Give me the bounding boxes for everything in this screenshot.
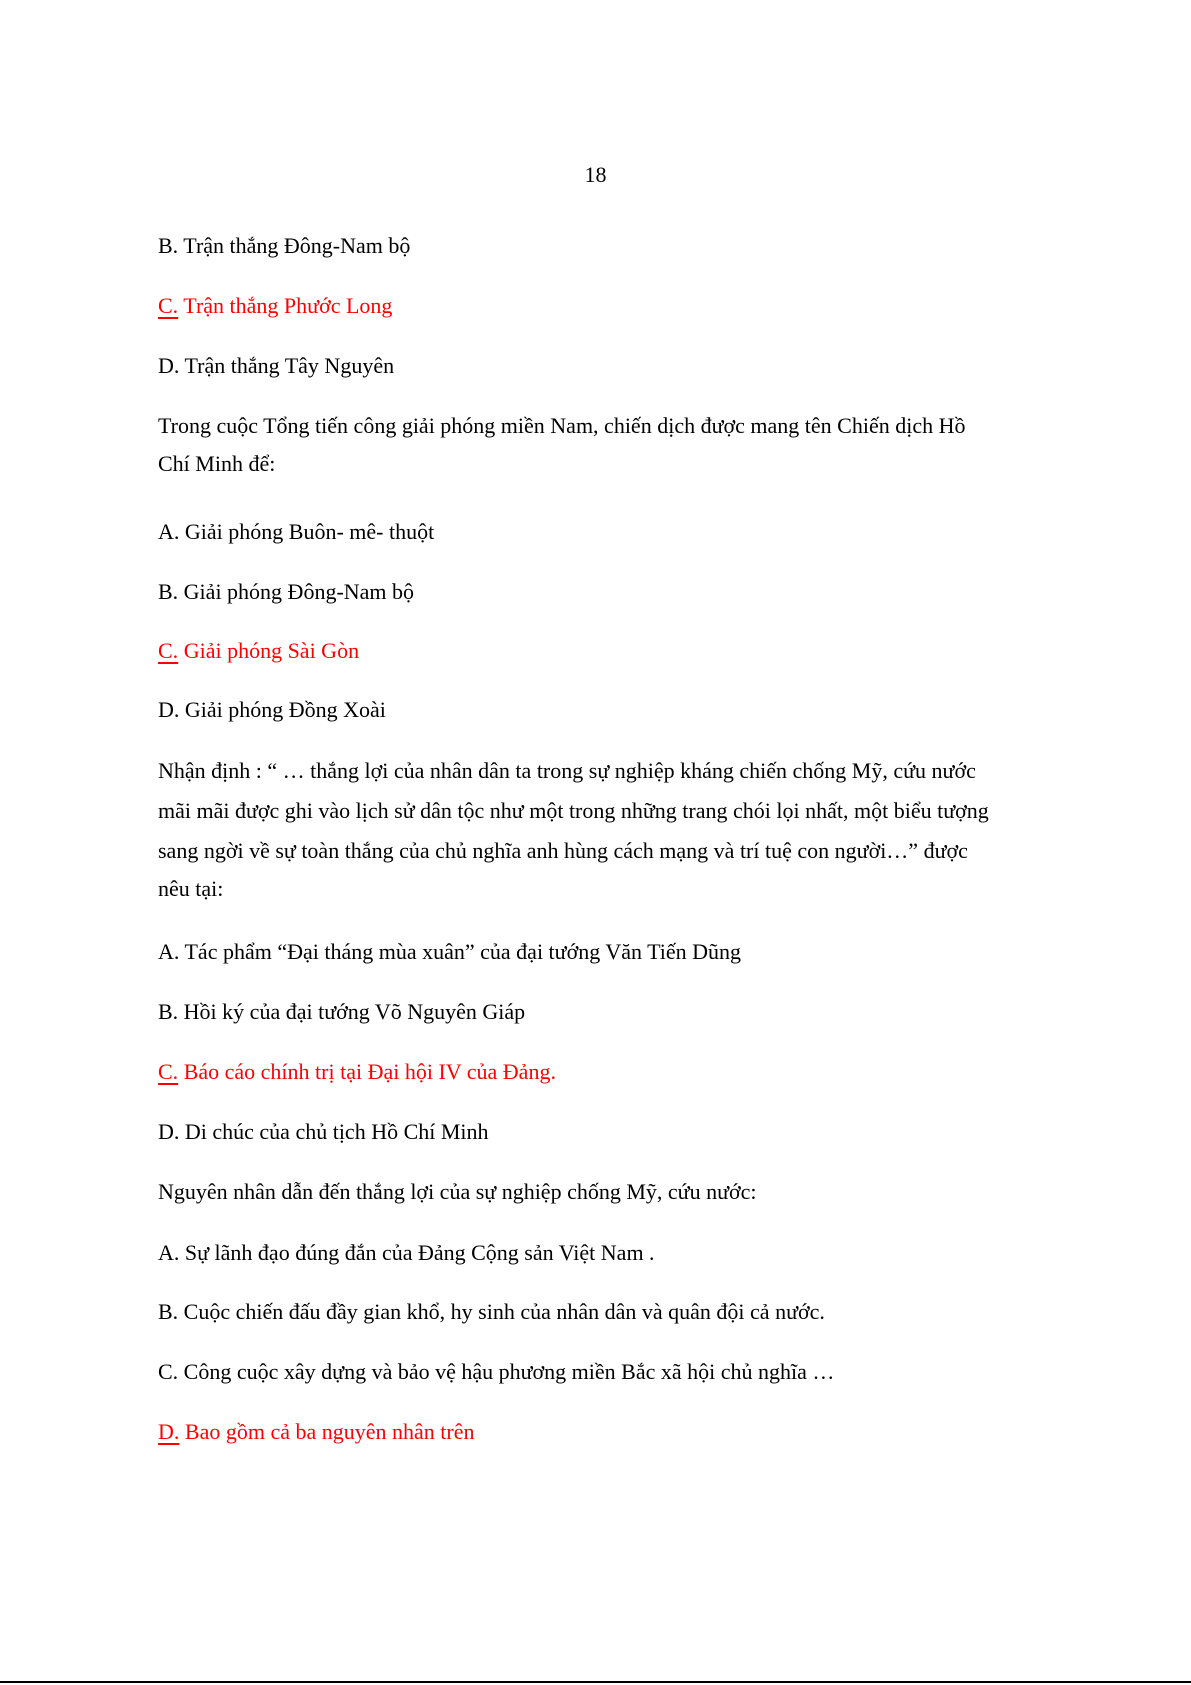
q2-option-d: D. Giải phóng Đồng Xoài [158,697,386,722]
q3-option-b: B. Hồi ký của đại tướng Võ Nguyên Giáp [158,999,526,1024]
q2-option-a: A. Giải phóng Buôn- mê- thuột [158,519,435,544]
q4-option-a: A. Sự lãnh đạo đúng đắn của Đảng Cộng sản Việt Nam . [158,1240,655,1265]
bottom-border-rule [0,1681,1191,1683]
q4-option-d-answer [158,1412,1058,1452]
q1-option-c-text: Trận thắng Phước Long [178,293,393,318]
q2-option-c-letter: C. [158,638,179,663]
q4-option-d-letter: D. [158,1419,180,1444]
q2-question-line-2: Chí Minh để: [158,451,276,476]
q2-option-b: B. Giải phóng Đông-Nam bộ [158,579,415,604]
q2-option-c-text: Giải phóng Sài Gòn [178,638,360,663]
q3-option-a: A. Tác phẩm “Đại tháng mùa xuân” của đại tướng Văn Tiến Dũng [158,939,742,964]
q3-question-line-2: mãi mãi được ghi vào lịch sử dân tộc như một trong những trang chói lọi nhất, một biểu tượng [158,798,989,823]
q1-option-b: B. Trận thắng Đông-Nam bộ [158,233,411,258]
q1-option-d: D. Trận thắng Tây Nguyên [158,353,395,378]
q4-question-line-1: Nguyên nhân dẫn đến thắng lợi của sự nghiệp chống Mỹ, cứu nước: [158,1179,757,1204]
q3-question-line-4: nêu tại: [158,876,224,901]
q1-option-c-answer [158,286,1058,326]
q3-option-c-answer [158,1052,1058,1092]
q3-question-line-3: sang ngời về sự toàn thắng của chủ nghĩa anh hùng cách mạng và trí tuệ con người…” được [158,838,968,863]
page-number: 18 [584,162,607,187]
q3-question-line-1: Nhận định : “ … thắng lợi của nhân dân ta trong sự nghiệp kháng chiến chống Mỹ, cứu nước [158,758,976,783]
q2-option-c-answer [158,631,1058,671]
q4-option-b: B. Cuộc chiến đấu đầy gian khổ, hy sinh của nhân dân và quân đội cả nước. [158,1299,825,1324]
q4-option-c: C. Công cuộc xây dựng và bảo vệ hậu phương miền Bắc xã hội chủ nghĩa … [158,1359,835,1384]
q3-option-c-text: Báo cáo chính trị tại Đại hội IV của Đảng. [178,1059,556,1084]
q1-option-c-letter: C. [158,293,179,318]
q3-option-c-letter: C. [158,1059,179,1084]
q3-option-d: D. Di chúc của chủ tịch Hồ Chí Minh [158,1119,489,1144]
q4-option-d-text: Bao gồm cả ba nguyên nhân trên [179,1419,475,1444]
q2-question-line-1: Trong cuộc Tổng tiến công giải phóng miền Nam, chiến dịch được mang tên Chiến dịch Hồ [158,413,966,438]
